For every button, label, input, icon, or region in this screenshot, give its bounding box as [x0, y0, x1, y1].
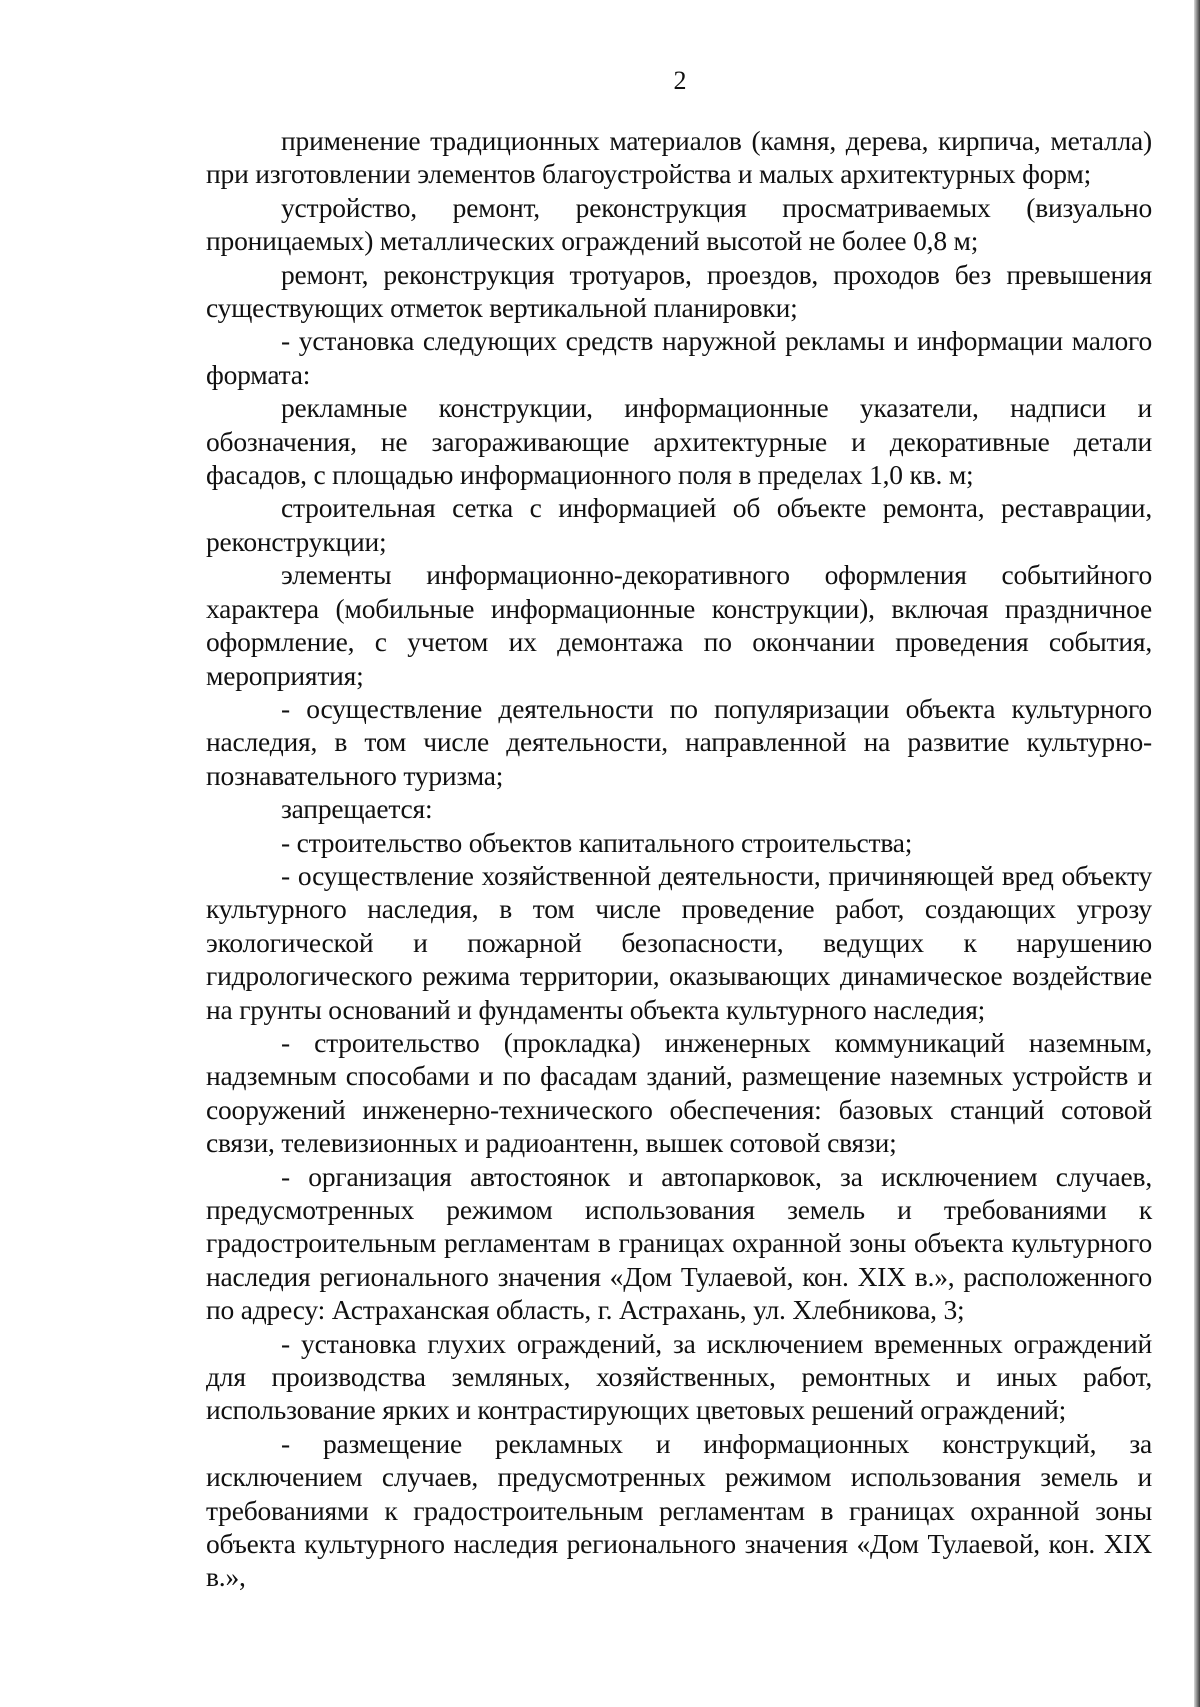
paragraph-advertising-installation: - установка следующих средств наружной рекламы и информации малого формата:	[206, 325, 1152, 390]
paragraph-advertising-placement: - размещение рекламных и информационных конструкций, за исключением случаев, предусмотренных режимом использования земель и требованиями к градостроительным регламентам в границах охранной зоны объекта культурного наследия регионального значения «Дом Тулаевой, кон. XIX в.»,	[206, 1427, 1152, 1593]
page-number: 2	[673, 66, 687, 95]
paragraph-event-decoration: элементы информационно-декоративного оформления событийного характера (мобильные информационные конструкции), включая праздничное оформление, с учетом их демонтажа по окончании проведения события, мероприятия;	[206, 559, 1152, 691]
paragraph-sidewalks-repair: ремонт, реконструкция тротуаров, проездов, проходов без превышения существующих отметок вертикальной планировки;	[206, 258, 1152, 324]
paragraph-fences-repair: устройство, ремонт, реконструкция просматриваемых (визуально проницаемых) металлических ограждений высотой не более 0,8 м;	[206, 191, 1152, 257]
paragraph-prohibited-heading: запрещается:	[281, 793, 433, 825]
paragraph-traditional-materials: применение традиционных материалов (камня, дерева, кирпича, металла) при изготовлении элементов благоустройства и малых архитектурных форм;	[206, 125, 1152, 190]
scan-edge-shadow	[1194, 0, 1200, 1707]
paragraph-engineering-communications: - строительство (прокладка) инженерных коммуникаций наземным, надземным способами и по фасадам зданий, размещение наземных устройств и сооружений инженерно-технического обеспечения: базовых станций сотовой связи, телевизионных и радиоантенн, вышек сотовой связи;	[206, 1026, 1152, 1159]
paragraph-capital-construction: - строительство объектов капитального строительства;	[281, 826, 913, 858]
paragraph-parking: - организация автостоянок и автопарковок, за исключением случаев, предусмотренных режимом использования земель и требованиями к градостроительным регламентам в границах охранной зоны объекта культурного наследия регионального значения «Дом Тулаевой, кон. XIX в.», расположенного по адресу: Астраханская область, г. Астрахань, ул. Хлебникова, 3;	[206, 1160, 1152, 1326]
paragraph-construction-mesh: строительная сетка с информацией об объекте ремонта, реставрации, реконструкции;	[206, 492, 1152, 557]
paragraph-heritage-popularization: - осуществление деятельности по популяризации объекта культурного наследия, в том числе деятельности, направленной на развитие культурно-познавательного туризма;	[206, 692, 1152, 791]
paragraph-advertising-structures: рекламные конструкции, информационные указатели, надписи и обозначения, не загораживающие архитектурные и декоративные детали фасадов, с площадью информационного поля в пределах 1,0 кв. м;	[206, 392, 1152, 491]
paragraph-harmful-activity: - осуществление хозяйственной деятельности, причиняющей вред объекту культурного наследия, в том числе проведение работ, создающих угрозу экологической и пожарной безопасности, ведущих к нарушению гидрологического режима территории, оказывающих динамическое воздействие на грунты оснований и фундаменты объекта культурного наследия;	[206, 859, 1152, 1025]
document-body	[206, 124, 1152, 1594]
paragraph-solid-fences: - установка глухих ограждений, за исключением временных ограждений для производства земляных, хозяйственных, ремонтных и иных работ, использование ярких и контрастирующих цветовых решений ограждений;	[206, 1327, 1152, 1426]
